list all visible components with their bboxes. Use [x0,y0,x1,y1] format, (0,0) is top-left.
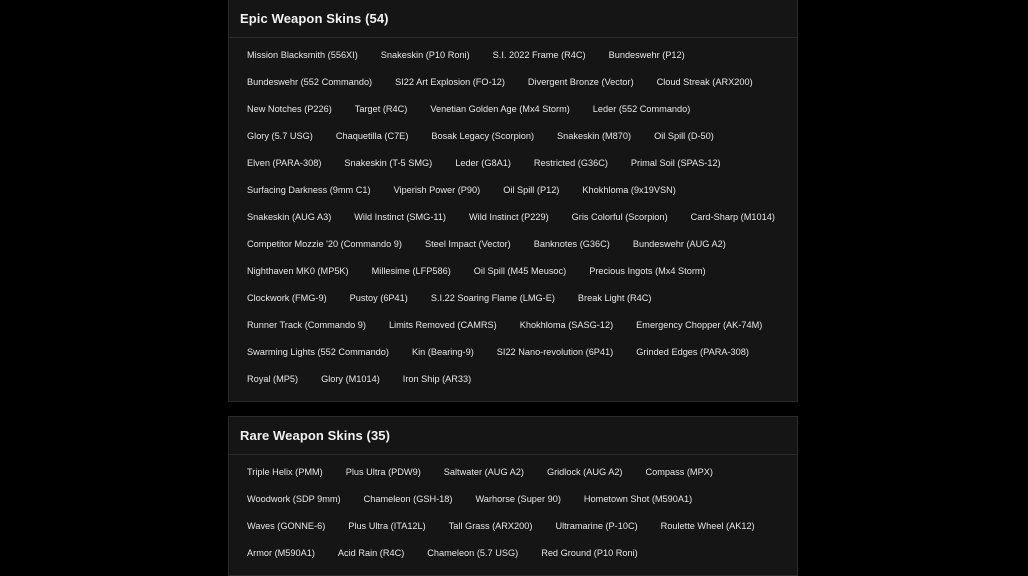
epic-skin-item[interactable]: Millesime (LFP586) [371,266,451,276]
epic-skin-item[interactable]: Chaquetilla (C7E) [335,131,409,141]
epic-skin-item[interactable]: Snakeskin (T-5 SMG) [344,158,433,168]
rare-skin-item[interactable]: Red Ground (P10 Roni) [541,548,638,558]
epic-skin-item[interactable]: Nighthaven MK0 (MP5K) [247,266,349,276]
rare-skin-item[interactable]: Chameleon (5.7 USG) [427,548,519,558]
rare-skin-item[interactable]: Triple Helix (PMM) [247,467,323,477]
epic-skin-item[interactable]: Glory (5.7 USG) [247,131,313,141]
epic-skin-item[interactable]: SI22 Nano-revolution (6P41) [496,347,614,357]
epic-skin-item[interactable]: Kin (Bearing-9) [411,347,474,357]
epic-skin-item[interactable]: New Notches (P226) [247,104,332,114]
rare-skin-item[interactable]: Hometown Shot (M590A1) [583,494,693,504]
rare-skin-item[interactable]: Woodwork (SDP 9mm) [247,494,341,504]
epic-skins-header [229,0,797,38]
epic-skin-item[interactable]: Swarming Lights (552 Commando) [247,347,389,357]
epic-skin-item[interactable]: Snakeskin (AUG A3) [247,212,332,222]
epic-skins-title: Epic Weapon Skins (54) [240,10,389,26]
epic-skin-item[interactable]: Bundeswehr (P12) [608,50,685,60]
epic-skin-item[interactable]: Viperish Power (P90) [393,185,481,195]
epic-skin-item[interactable]: Oil Spill (M45 Meusoc) [473,266,567,276]
epic-skin-item[interactable]: Restricted (G36C) [533,158,608,168]
epic-skin-item[interactable]: Cloud Streak (ARX200) [656,77,753,87]
rare-skin-item[interactable]: Plus Ultra (PDW9) [345,467,421,477]
rare-skin-item[interactable]: Compass (MPX) [645,467,713,477]
epic-skin-item[interactable]: Royal (MP5) [247,374,299,384]
epic-skin-item[interactable]: Mission Blacksmith (556XI) [247,50,358,60]
epic-skin-item[interactable]: Pustoy (6P41) [349,293,408,303]
rare-skin-item[interactable]: Saltwater (AUG A2) [443,467,524,477]
epic-skin-item[interactable]: Surfacing Darkness (9mm C1) [247,185,371,195]
rare-skins-header [229,417,797,455]
epic-skin-item[interactable]: Competitor Mozzie '20 (Commando 9) [247,239,402,249]
rare-skin-item[interactable]: Plus Ultra (ITA12L) [348,521,426,531]
epic-skin-item[interactable]: Clockwork (FMG-9) [247,293,327,303]
epic-skin-item[interactable]: Divergent Bronze (Vector) [527,77,634,87]
rare-skin-item[interactable]: Roulette Wheel (AK12) [660,521,755,531]
epic-skin-item[interactable]: Iron Ship (AR33) [402,374,472,384]
epic-skin-item[interactable]: Limits Removed (CAMRS) [388,320,497,330]
epic-skin-item[interactable]: Card-Sharp (M1014) [690,212,775,222]
rare-skin-item[interactable]: Tall Grass (ARX200) [448,521,533,531]
epic-skin-item[interactable]: Oil Spill (D-50) [654,131,714,141]
rare-skin-item[interactable]: Ultramarine (P-10C) [555,521,638,531]
epic-skin-item[interactable]: Runner Track (Commando 9) [247,320,366,330]
epic-skin-item[interactable]: Leder (G8A1) [455,158,511,168]
rare-skin-item[interactable]: Waves (GONNE-6) [247,521,326,531]
rare-skins-title: Rare Weapon Skins (35) [240,428,391,443]
rare-skin-item[interactable]: Acid Rain (R4C) [337,548,405,558]
rare-skin-item[interactable]: Armor (M590A1) [247,548,315,558]
epic-skin-item[interactable]: Venetian Golden Age (Mx4 Storm) [430,104,570,114]
epic-skin-item[interactable]: Wild Instinct (SMG-11) [354,212,446,222]
epic-skin-item[interactable]: Khokhloma (SASG-12) [519,320,614,330]
epic-skin-item[interactable]: Bosak Legacy (Scorpion) [431,131,535,141]
epic-skin-item[interactable]: Wild Instinct (P229) [468,212,549,222]
epic-skin-item[interactable]: S.I.22 Soaring Flame (LMG-E) [430,293,555,303]
epic-skin-item[interactable]: Break Light (R4C) [577,293,652,303]
epic-skin-item[interactable]: Primal Soil (SPAS-12) [630,158,721,168]
rare-skin-item[interactable]: Chameleon (GSH-18) [363,494,453,504]
epic-skin-item[interactable]: Steel Impact (Vector) [424,239,511,249]
epic-skin-item[interactable]: Gris Colorful (Scorpion) [571,212,668,222]
rare-skins-panel [228,416,798,576]
epic-skin-item[interactable]: Bundeswehr (AUG A2) [632,239,726,249]
epic-skin-item[interactable]: Khokhloma (9x19VSN) [582,185,676,195]
epic-skin-item[interactable]: Emergency Chopper (AK-74M) [636,320,763,330]
epic-skin-item[interactable]: Oil Spill (P12) [503,185,560,195]
epic-skin-item[interactable]: Bundeswehr (552 Commando) [247,77,373,87]
epic-skin-item[interactable]: Target (R4C) [354,104,408,114]
epic-skin-item[interactable]: Precious Ingots (Mx4 Storm) [589,266,706,276]
epic-skin-item[interactable]: Glory (M1014) [321,374,380,384]
epic-skin-item[interactable]: S.I. 2022 Frame (R4C) [492,50,586,60]
epic-skins-panel [228,0,798,402]
rare-skin-item[interactable]: Warhorse (Super 90) [475,494,561,504]
epic-skin-item[interactable]: SI22 Art Explosion (FO-12) [395,77,505,87]
epic-skin-item[interactable]: Grinded Edges (PARA-308) [636,347,749,357]
rare-skin-item[interactable]: Gridlock (AUG A2) [546,467,623,477]
epic-skin-item[interactable]: Banknotes (G36C) [533,239,610,249]
epic-skin-item[interactable]: Leder (552 Commando) [592,104,691,114]
epic-skin-item[interactable]: Elven (PARA-308) [247,158,322,168]
epic-skin-item[interactable]: Snakeskin (M870) [557,131,632,141]
epic-skin-item[interactable]: Snakeskin (P10 Roni) [380,50,470,60]
